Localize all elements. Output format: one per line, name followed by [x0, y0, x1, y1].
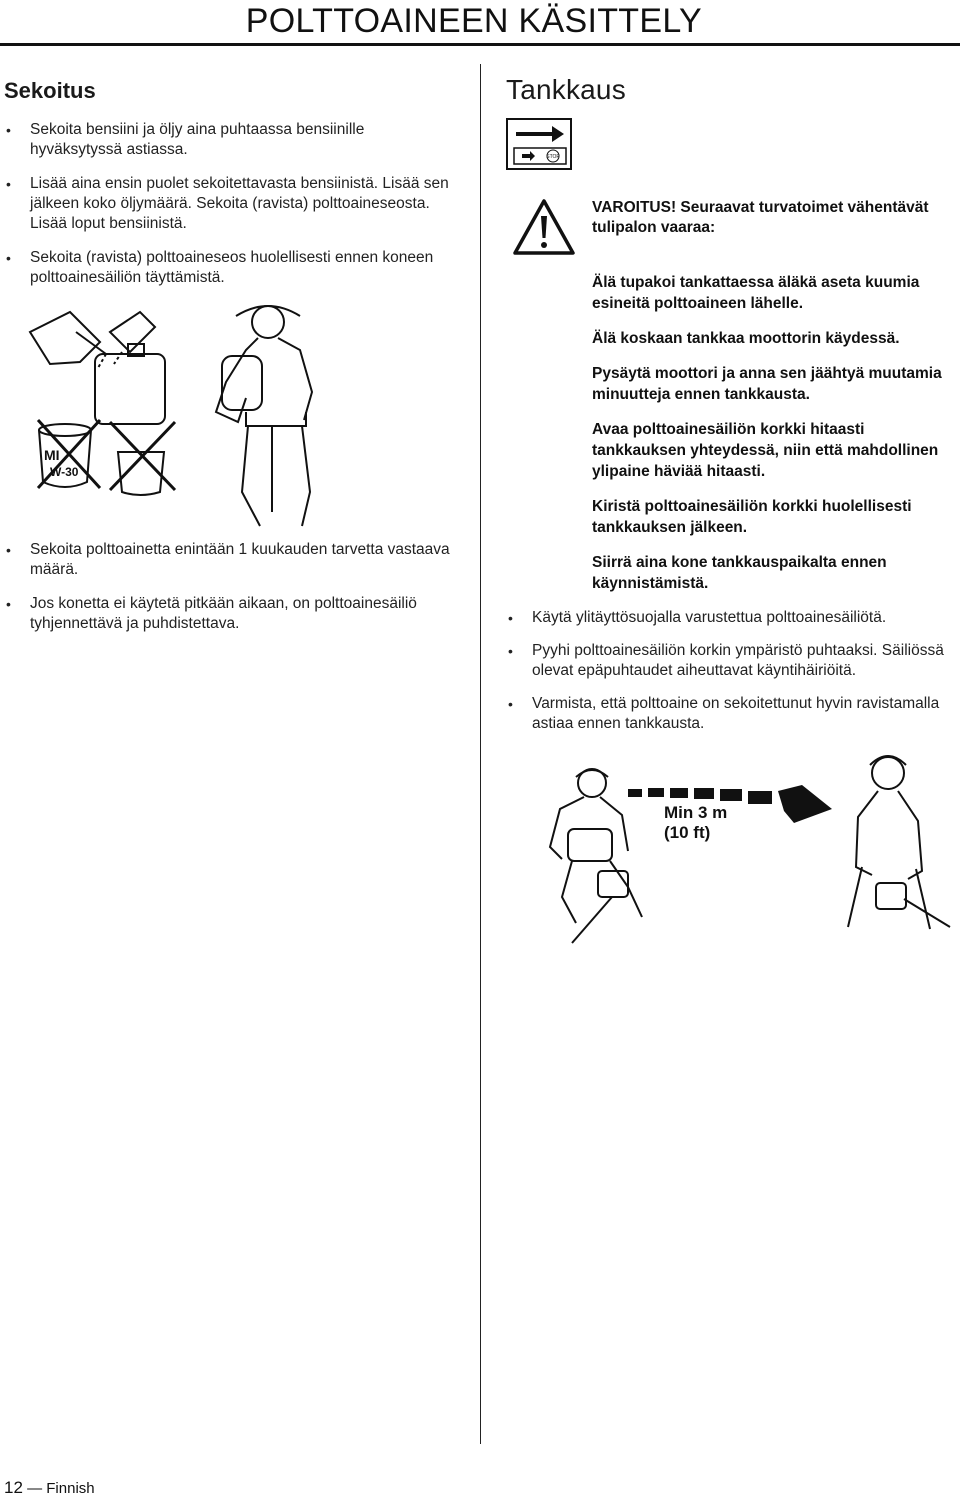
distance-arrow-icon	[628, 785, 832, 823]
mixing-bullets-2	[0, 540, 460, 634]
warning-item: Avaa polttoainesäiliön korkki hitaasti tankkauksen yhteydessä, niin että mahdollinen ylipaine häviää hitaasti.	[592, 421, 939, 480]
section-title-mixing: Sekoitus	[4, 78, 96, 103]
warning-item: Älä tupakoi tankattaessa äläkä aseta kuumia esineitä polttoaineen lähelle.	[592, 274, 920, 312]
can-label-w30: W-30	[50, 465, 79, 479]
person-with-trimmer-icon	[848, 756, 950, 929]
warning-triangle-icon	[512, 198, 576, 256]
list-item: • Sekoita bensiini ja öljy aina puhtaassa bensiinille hyväksytyssä astiassa.	[0, 120, 460, 160]
crossed-bucket-icon	[110, 422, 175, 495]
warning-item: Pysäytä moottori ja anna sen jäähtyä muutamia minuutteja ennen tankkausta.	[592, 365, 942, 403]
list-item: • Lisää aina ensin puolet sekoitettavasta bensiinistä. Lisää sen jälkeen koko öljymäärä. Sekoita (ravista) polttoaineseosta. Lisää loput bensiinistä.	[0, 174, 460, 234]
pouring-can-icon	[30, 312, 100, 364]
mixing-illustration	[10, 302, 350, 528]
refuel-bullets	[502, 608, 954, 734]
warning-lead: VAROITUS!	[592, 199, 677, 216]
mixing-bullets	[0, 120, 460, 288]
mixing-illustration-svg	[10, 302, 350, 528]
mixing-section	[0, 74, 460, 648]
stop-label: STOP	[546, 154, 560, 160]
page-title: POLTTOAINEEN KÄSITTELY	[245, 2, 702, 40]
refuelling-section	[502, 74, 954, 947]
distance-label-imperial: (10 ft)	[664, 823, 711, 842]
page-footer	[4, 1478, 95, 1498]
fuel-can-icon	[95, 354, 165, 424]
list-item: • Jos konetta ei käytetä pitkään aikaan, on polttoainesäiliö tyhjennettävä ja puhdistettava.	[0, 594, 460, 634]
warning-item: Siirrä aina kone tankkauspaikalta ennen käynnistämistä.	[592, 554, 887, 592]
page-number: 12	[4, 1478, 23, 1497]
header-rule	[0, 43, 960, 46]
distance-label-metric: Min 3 m	[664, 803, 728, 822]
list-item: • Käytä ylitäyttösuojalla varustettua polttoainesäiliötä.	[502, 608, 954, 628]
oil-bottle-icon	[110, 312, 155, 352]
warning-intro: Seuraavat turvatoimet vähentävät tulipalon vaaraa:	[592, 199, 929, 236]
distance-label	[664, 803, 727, 843]
list-item: • Sekoita polttoainetta enintään 1 kuukauden tarvetta vastaava määrä.	[0, 540, 460, 580]
warning-item: Kiristä polttoainesäiliön korkki huolellisesti tankkauksen jälkeen.	[592, 498, 912, 536]
can-label-mi: MI	[44, 447, 60, 463]
section-title-refuelling: Tankkaus	[506, 74, 626, 105]
warning-item: Älä koskaan tankkaa moottorin käydessä.	[592, 330, 900, 347]
footer-dash: —	[27, 1480, 43, 1497]
person-shaking-can-icon	[216, 306, 312, 526]
list-item: • Pyyhi polttoainesäiliön korkin ympäristö puhtaaksi. Säiliössä olevat epäpuhtaudet aiheuttavat käyntihäiriöitä.	[502, 641, 954, 681]
warning-heading	[592, 198, 954, 238]
footer-language: Finnish	[46, 1480, 95, 1497]
list-item: • Varmista, että polttoaine on sekoitettunut hyvin ravistamalla astiaa ennen tankkausta.	[502, 694, 954, 734]
refuel-arrow-sign-icon	[506, 118, 572, 170]
list-item: • Sekoita (ravista) polttoaineseos huolellisesti ennen koneen polttoainesäiliön täyttämistä.	[0, 248, 460, 288]
warning-box	[502, 198, 954, 594]
column-divider	[480, 64, 481, 1444]
distance-illustration-svg	[532, 747, 952, 947]
warning-items	[592, 272, 954, 594]
distance-illustration	[532, 747, 952, 947]
